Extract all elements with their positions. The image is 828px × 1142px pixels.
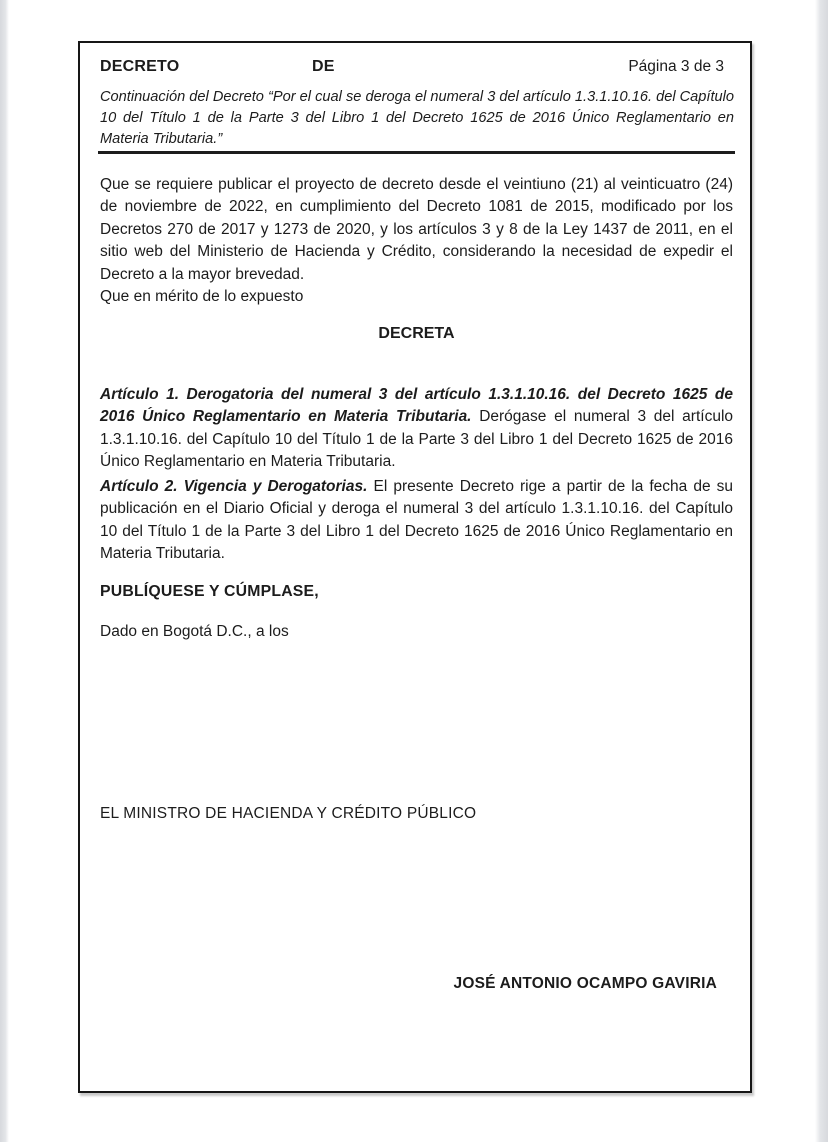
recital-paragraph: Que se requiere publicar el proyecto de decreto desde el veintiuno (21) al veinticuatro (24) de noviembre de 2022, en cumplimiento del Decreto 1081 de 2015, modificado por los Decretos 270 de 2017 y 1273 de 2020, y los artículos 3 y 8 de la Ley 1437 de 2011, en el sitio web del Ministerio de Hacienda y Crédito, considerando la necesidad de expedir el Decreto a la mayor brevedad.: [100, 176, 733, 283]
photo-edge-right: [815, 0, 828, 1142]
decreta-heading: DECRETA: [378, 325, 455, 342]
article-1-paragraph: [100, 384, 733, 474]
article-2-body: El presente Decreto rige a partir de la fecha de su publicación en el Diario Oficial y deroga el numeral 3 del artículo 1.3.1.10.16. del Capítulo 10 del Título 1 de la Parte 3 del Libro 1 del Decreto 1625 de 2016 Único Reglamentario en Materia Tributaria.: [100, 478, 734, 563]
header-divider: [98, 151, 735, 154]
recital-merito-line: Que en mérito de lo expuesto: [100, 288, 304, 305]
article-1-body: Derógase el numeral 3 del artículo 1.3.1.10.16. del Capítulo 10 del Título 1 de la Parte 3 del Libro 1 del Decreto 1625 de 2016 Único Reglamentario en Materia Tributaria.: [100, 408, 734, 471]
doc-number-label: DE: [312, 58, 335, 75]
article-2-lead: Artículo 2. Vigencia y Derogatorias.: [100, 478, 368, 495]
publish-order-line: PUBLÍQUESE Y CÚMPLASE,: [100, 583, 319, 600]
continuation-note: Continuación del Decreto “Por el cual se deroga el numeral 3 del artículo 1.3.1.10.16. del Capítulo 10 del Título 1 de la Parte 3 del Libro 1 del Decreto 1625 de 2016 Único Reglamentario en Materia Tributaria.”: [100, 89, 734, 147]
photo-edge-left: [0, 0, 9, 1142]
signatory-title: EL MINISTRO DE HACIENDA Y CRÉDITO PÚBLICO: [100, 805, 477, 822]
article-2-paragraph: [100, 476, 733, 566]
doc-type-label: DECRETO: [100, 58, 180, 75]
page-indicator: Página 3 de 3: [628, 58, 724, 75]
signatory-name: JOSÉ ANTONIO OCAMPO GAVIRIA: [453, 975, 717, 992]
article-1-lead: Artículo 1. Derogatoria del numeral 3 del artículo 1.3.1.10.16. del Decreto 1625 de 2016 Único Reglamentario en Materia Tributaria.: [100, 386, 733, 426]
place-date-line: Dado en Bogotá D.C., a los: [100, 623, 289, 640]
decree-page-frame: [78, 41, 752, 1093]
